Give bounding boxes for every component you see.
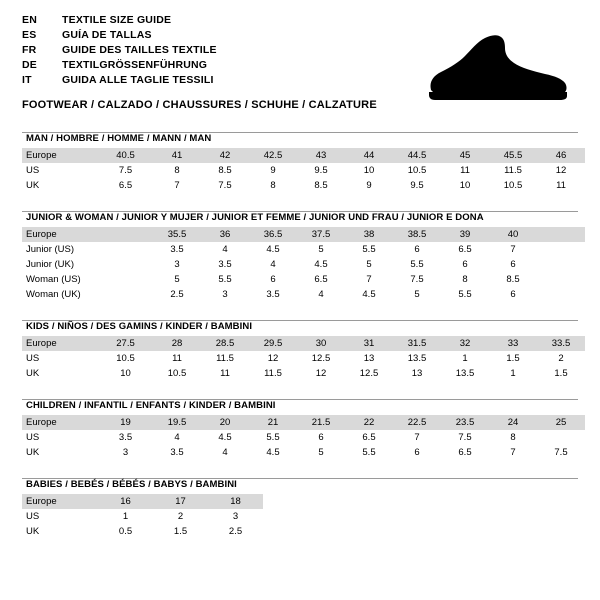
size-cell: 43 [297,148,345,163]
language-row [22,44,217,59]
size-cell: 11.5 [489,163,537,178]
size-table [22,494,263,539]
size-cell: 21.5 [297,415,345,430]
size-cell: 31.5 [393,336,441,351]
size-cell [98,257,153,272]
language-row [22,14,217,29]
language-row [22,59,217,74]
size-cell: 3 [98,445,153,460]
size-cell: 7.5 [393,272,441,287]
row-label: Junior (UK) [22,257,98,272]
size-cell: 4.5 [345,287,393,302]
size-cell: 42 [201,148,249,163]
row-label: UK [22,178,98,193]
size-cell: 6 [393,242,441,257]
table-row [22,272,585,287]
size-table [22,415,585,460]
size-cell: 3.5 [153,242,201,257]
size-cell: 11 [153,351,201,366]
table-row [22,227,585,242]
size-cell: 7 [345,272,393,287]
size-cell [537,430,585,445]
size-cell: 33.5 [537,336,585,351]
size-cell: 1 [441,351,489,366]
size-cell: 8.5 [297,178,345,193]
language-title: GUIDE DES TAILLES TEXTILE [62,44,217,56]
language-code: FR [22,44,37,56]
size-cell: 29.5 [249,336,297,351]
size-cell: 3 [201,287,249,302]
row-label: Europe [22,494,98,509]
size-cell: 8 [441,272,489,287]
dress-shoe-icon [393,30,568,102]
size-cell: 12 [249,351,297,366]
language-title: GUIDA ALLE TAGLIE TESSILI [62,74,214,86]
language-title: TEXTILGRÖSSENFÜHRUNG [62,59,208,71]
row-label: Europe [22,227,98,242]
table-row [22,494,263,509]
table-row [22,163,585,178]
size-cell: 46 [537,148,585,163]
size-cell: 1.5 [537,366,585,381]
row-label: US [22,163,98,178]
size-cell: 7 [489,242,537,257]
size-cell: 7 [153,178,201,193]
row-label: UK [22,524,98,539]
size-cell: 1.5 [489,351,537,366]
size-cell: 40.5 [98,148,153,163]
size-cell: 10 [345,163,393,178]
size-cell: 37.5 [297,227,345,242]
language-code: IT [22,74,32,86]
size-cell: 19 [98,415,153,430]
table-row [22,430,585,445]
language-code: ES [22,29,37,41]
size-cell: 2.5 [208,524,263,539]
size-cell: 11.5 [201,351,249,366]
size-cell: 21 [249,415,297,430]
size-cell: 7.5 [98,163,153,178]
size-cell: 11 [537,178,585,193]
language-title: TEXTILE SIZE GUIDE [62,14,172,26]
size-cell: 12.5 [297,351,345,366]
size-cell: 5 [393,287,441,302]
size-cell: 28 [153,336,201,351]
size-cell: 3.5 [249,287,297,302]
size-cell: 36.5 [249,227,297,242]
language-code: DE [22,59,37,71]
size-cell: 38.5 [393,227,441,242]
size-cell: 9.5 [393,178,441,193]
size-cell: 11 [201,366,249,381]
language-code: EN [22,14,37,26]
row-label: Woman (UK) [22,287,98,302]
table-row [22,351,585,366]
table-row [22,242,585,257]
row-label: UK [22,445,98,460]
size-cell: 8 [249,178,297,193]
size-cell: 6.5 [297,272,345,287]
size-cell: 5 [297,242,345,257]
size-cell [98,272,153,287]
language-title-list [22,14,217,89]
size-cell: 35.5 [153,227,201,242]
section-title: BABIES / BEBÉS / BÉBÉS / BABYS / BAMBINI [26,479,237,490]
size-cell: 6 [489,257,537,272]
size-cell: 3.5 [153,445,201,460]
size-cell: 5.5 [249,430,297,445]
size-cell: 6.5 [98,178,153,193]
size-cell: 4.5 [297,257,345,272]
size-cell: 9 [345,178,393,193]
size-cell: 6.5 [345,430,393,445]
size-cell: 2 [153,509,208,524]
size-cell: 10.5 [153,366,201,381]
size-cell [98,242,153,257]
size-table [22,148,585,193]
table-row [22,287,585,302]
size-table [22,227,585,302]
table-row [22,524,263,539]
language-row [22,29,217,44]
table-row [22,178,585,193]
size-cell: 8.5 [489,272,537,287]
size-cell: 7.5 [441,430,489,445]
header [22,14,578,114]
size-cell: 4 [297,287,345,302]
section-title: JUNIOR & WOMAN / JUNIOR Y MUJER / JUNIOR ET FEMME / JUNIOR UND FRAU / JUNIOR E DONA [26,212,484,223]
size-cell: 13.5 [393,351,441,366]
row-label: Junior (US) [22,242,98,257]
size-table [22,336,585,381]
size-cell: 12 [297,366,345,381]
size-cell: 20 [201,415,249,430]
size-cell: 7.5 [201,178,249,193]
size-cell: 7.5 [537,445,585,460]
size-cell: 44 [345,148,393,163]
size-cell: 3 [208,509,263,524]
size-cell [537,257,585,272]
size-cell: 5 [297,445,345,460]
size-cell: 17 [153,494,208,509]
size-cell [537,287,585,302]
size-cell: 18 [208,494,263,509]
size-cell: 16 [98,494,153,509]
size-cell [98,227,153,242]
size-cell: 3 [153,257,201,272]
row-label: Europe [22,336,98,351]
size-cell: 11 [441,163,489,178]
size-cell: 5 [345,257,393,272]
size-cell: 12.5 [345,366,393,381]
section [22,211,578,302]
section-title: KIDS / NIÑOS / DES GAMINS / KINDER / BAMBINI [26,321,253,332]
size-cell: 4 [153,430,201,445]
size-cell: 4.5 [201,430,249,445]
size-cell: 28.5 [201,336,249,351]
language-title: GUÍA DE TALLAS [62,29,152,41]
size-cell: 1 [489,366,537,381]
size-cell: 10.5 [393,163,441,178]
table-row [22,415,585,430]
size-cell: 39 [441,227,489,242]
size-cell: 45.5 [489,148,537,163]
size-cell: 9 [249,163,297,178]
size-cell: 4.5 [249,242,297,257]
size-cell: 5.5 [345,242,393,257]
section [22,132,578,193]
size-cell: 13 [345,351,393,366]
size-cell: 19.5 [153,415,201,430]
table-row [22,336,585,351]
size-cell: 11.5 [249,366,297,381]
size-cell: 41 [153,148,201,163]
size-cell: 10 [98,366,153,381]
size-cell: 0.5 [98,524,153,539]
size-cell: 2 [537,351,585,366]
section-babies [22,478,578,539]
row-label: US [22,430,98,445]
size-cell: 4.5 [249,445,297,460]
size-cell: 24 [489,415,537,430]
size-cell: 6.5 [441,242,489,257]
size-cell: 8 [489,430,537,445]
section [22,320,578,381]
size-cell: 1.5 [153,524,208,539]
size-cell: 22 [345,415,393,430]
size-cell: 4 [201,242,249,257]
size-cell: 3.5 [98,430,153,445]
size-cell: 13 [393,366,441,381]
size-cell: 32 [441,336,489,351]
size-cell: 12 [537,163,585,178]
size-cell: 38 [345,227,393,242]
size-cell: 2.5 [153,287,201,302]
row-label: US [22,509,98,524]
size-cell: 5.5 [345,445,393,460]
row-label: Europe [22,148,98,163]
row-label: Europe [22,415,98,430]
size-cell: 9.5 [297,163,345,178]
size-cell: 7 [393,430,441,445]
size-cell [537,272,585,287]
size-cell: 3.5 [201,257,249,272]
size-cell: 45 [441,148,489,163]
size-cell: 10.5 [98,351,153,366]
table-row [22,257,585,272]
size-cell: 44.5 [393,148,441,163]
size-sections [22,132,578,460]
size-cell: 5 [153,272,201,287]
table-row [22,366,585,381]
size-cell: 33 [489,336,537,351]
size-cell: 22.5 [393,415,441,430]
row-label: Woman (US) [22,272,98,287]
language-row [22,74,217,89]
size-cell: 6.5 [441,445,489,460]
size-cell: 5.5 [441,287,489,302]
size-cell: 5.5 [201,272,249,287]
size-cell: 6 [249,272,297,287]
size-cell: 42.5 [249,148,297,163]
size-cell: 10.5 [489,178,537,193]
size-cell: 1 [98,509,153,524]
section-title: CHILDREN / INFANTIL / ENFANTS / KINDER / BAMBINI [26,400,276,411]
size-cell: 6 [393,445,441,460]
size-cell: 8.5 [201,163,249,178]
size-cell: 5.5 [393,257,441,272]
size-cell: 6 [297,430,345,445]
size-cell: 25 [537,415,585,430]
size-cell: 7 [489,445,537,460]
size-cell [98,287,153,302]
size-cell: 6 [489,287,537,302]
size-cell: 23.5 [441,415,489,430]
size-cell: 4 [201,445,249,460]
size-cell: 6 [441,257,489,272]
row-label: UK [22,366,98,381]
size-cell: 27.5 [98,336,153,351]
table-row [22,148,585,163]
size-cell: 31 [345,336,393,351]
size-cell: 10 [441,178,489,193]
size-cell: 13.5 [441,366,489,381]
category-line: FOOTWEAR / CALZADO / CHAUSSURES / SCHUHE / CALZATURE [22,99,377,111]
size-cell: 8 [153,163,201,178]
size-cell: 4 [249,257,297,272]
size-cell: 36 [201,227,249,242]
table-row [22,445,585,460]
section [22,399,578,460]
size-cell: 30 [297,336,345,351]
size-cell [537,227,585,242]
row-label: US [22,351,98,366]
size-cell [537,242,585,257]
section-title: MAN / HOMBRE / HOMME / MANN / MAN [26,133,212,144]
table-row [22,509,263,524]
size-cell: 40 [489,227,537,242]
